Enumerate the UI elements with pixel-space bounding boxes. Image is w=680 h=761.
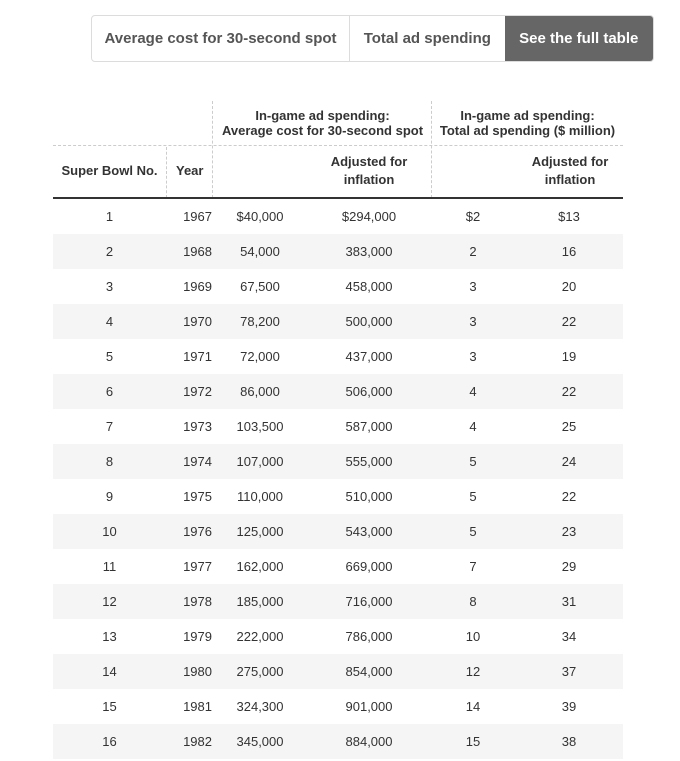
cell-total-spending-adjusted: 20: [561, 279, 577, 294]
divider: [53, 145, 623, 146]
cell-super-bowl-no: 6: [105, 384, 114, 399]
cell-year: 1976: [183, 524, 212, 539]
cell-average-cost: 54,000: [240, 244, 280, 259]
cell-super-bowl-no: 7: [105, 419, 114, 434]
table-row: [53, 304, 623, 339]
cell-average-cost-adjusted: 500,000: [345, 314, 393, 329]
cell-total-spending-adjusted: 24: [561, 454, 577, 469]
tab-average-cost[interactable]: Average cost for 30-second spot: [92, 16, 350, 61]
cell-average-cost: 110,000: [236, 489, 284, 504]
cell-average-cost-adjusted: $294,000: [341, 209, 397, 224]
group-header-line: Average cost for 30-second spot: [221, 123, 424, 138]
column-header-total-adjusted: [520, 153, 620, 189]
cell-total-spending: 2: [469, 244, 477, 259]
cell-total-spending-adjusted: 19: [561, 349, 577, 364]
table-row: [53, 654, 623, 689]
cell-total-spending: 8: [469, 594, 477, 609]
cell-total-spending-adjusted: 16: [561, 244, 577, 259]
cell-year: 1975: [183, 489, 212, 504]
cell-total-spending: 4: [469, 384, 477, 399]
cell-average-cost-adjusted: 458,000: [345, 279, 393, 294]
cell-year: 1970: [183, 314, 212, 329]
cell-super-bowl-no: 9: [105, 489, 114, 504]
cell-year: 1982: [183, 734, 212, 749]
table-row: [53, 514, 623, 549]
cell-total-spending-adjusted: 25: [561, 419, 577, 434]
cell-total-spending-adjusted: 22: [561, 489, 577, 504]
tab-total-ad-spending[interactable]: Total ad spending: [363, 30, 491, 47]
cell-average-cost: 222,000: [236, 629, 284, 644]
cell-average-cost-adjusted: 901,000: [345, 699, 393, 714]
group-header-line: Total ad spending ($ million): [439, 123, 616, 138]
cell-super-bowl-no: 12: [102, 594, 117, 609]
cell-average-cost-adjusted: 510,000: [345, 489, 393, 504]
cell-super-bowl-no: 2: [105, 244, 114, 259]
cell-average-cost-adjusted: 437,000: [345, 349, 393, 364]
cell-year: 1973: [183, 419, 212, 434]
cell-year: 1974: [183, 454, 212, 469]
cell-total-spending-adjusted: 37: [561, 664, 577, 679]
cell-total-spending-adjusted: 31: [561, 594, 577, 609]
cell-total-spending: 4: [469, 419, 477, 434]
column-header-super-bowl-no: Super Bowl No.: [61, 163, 158, 178]
group-header-total-spending: [432, 108, 623, 138]
cell-total-spending: 12: [465, 664, 481, 679]
cell-year: 1967: [183, 209, 212, 224]
cell-average-cost-adjusted: 854,000: [345, 664, 393, 679]
cell-average-cost: 107,000: [236, 454, 284, 469]
cell-average-cost: 185,000: [236, 594, 284, 609]
table-row: [53, 549, 623, 584]
cell-total-spending: 10: [465, 629, 481, 644]
cell-total-spending: 5: [469, 454, 477, 469]
cell-super-bowl-no: 3: [105, 279, 114, 294]
cell-average-cost-adjusted: 587,000: [345, 419, 393, 434]
table-row: [53, 374, 623, 409]
table-row: [53, 724, 623, 759]
cell-total-spending-adjusted: 22: [561, 384, 577, 399]
cell-total-spending: $2: [465, 209, 481, 224]
column-header-line: Adjusted for: [531, 154, 609, 169]
table-row: [53, 619, 623, 654]
cell-super-bowl-no: 15: [102, 699, 117, 714]
cell-average-cost: $40,000: [236, 209, 284, 224]
cell-average-cost-adjusted: 506,000: [345, 384, 393, 399]
cell-average-cost-adjusted: 884,000: [345, 734, 393, 749]
cell-average-cost-adjusted: 716,000: [345, 594, 393, 609]
cell-total-spending-adjusted: 23: [561, 524, 577, 539]
cell-total-spending: 5: [469, 489, 477, 504]
table-body: [53, 199, 623, 759]
column-header-line: inflation: [544, 172, 596, 187]
cell-average-cost: 345,000: [236, 734, 284, 749]
cell-total-spending: 3: [469, 279, 477, 294]
cell-super-bowl-no: 16: [102, 734, 117, 749]
cell-super-bowl-no: 14: [102, 664, 117, 679]
cell-super-bowl-no: 4: [105, 314, 114, 329]
cell-year: 1969: [183, 279, 212, 294]
cell-average-cost: 72,000: [240, 349, 280, 364]
cell-total-spending: 5: [469, 524, 477, 539]
cell-average-cost-adjusted: 555,000: [345, 454, 393, 469]
cell-year: 1981: [183, 699, 212, 714]
cell-year: 1968: [183, 244, 212, 259]
group-header-average-cost: [213, 108, 432, 138]
cell-super-bowl-no: 1: [105, 209, 114, 224]
cell-average-cost-adjusted: 383,000: [345, 244, 393, 259]
table-row: [53, 689, 623, 724]
column-header-line: Adjusted for: [330, 154, 408, 169]
cell-average-cost-adjusted: 543,000: [345, 524, 393, 539]
divider: [166, 147, 167, 198]
cell-total-spending-adjusted: $13: [558, 209, 580, 224]
cell-total-spending-adjusted: 39: [561, 699, 577, 714]
cell-total-spending: 3: [469, 349, 477, 364]
cell-total-spending-adjusted: 34: [561, 629, 577, 644]
cell-total-spending-adjusted: 29: [561, 559, 577, 574]
tab-full-table[interactable]: See the full table: [505, 16, 653, 61]
cell-total-spending: 14: [465, 699, 481, 714]
table-row: [53, 339, 623, 374]
table-row: [53, 444, 623, 479]
cell-average-cost-adjusted: 669,000: [345, 559, 393, 574]
cell-year: 1979: [183, 629, 212, 644]
cell-total-spending: 7: [469, 559, 477, 574]
cell-super-bowl-no: 10: [102, 524, 117, 539]
cell-average-cost: 125,000: [236, 524, 284, 539]
cell-super-bowl-no: 13: [102, 629, 117, 644]
table-row: [53, 479, 623, 514]
cell-average-cost: 86,000: [240, 384, 280, 399]
view-tabs: [91, 15, 654, 62]
cell-average-cost: 324,300: [236, 699, 284, 714]
table-row: [53, 199, 623, 234]
cell-super-bowl-no: 5: [105, 349, 114, 364]
cell-total-spending: 3: [469, 314, 477, 329]
cell-year: 1971: [183, 349, 212, 364]
table-row: [53, 409, 623, 444]
cell-average-cost: 67,500: [240, 279, 280, 294]
cell-year: 1978: [183, 594, 212, 609]
column-header-line: inflation: [343, 172, 395, 187]
column-header-avg-adjusted: [310, 153, 428, 189]
column-header-year: Year: [176, 163, 204, 178]
cell-total-spending: 15: [465, 734, 481, 749]
cell-total-spending-adjusted: 38: [561, 734, 577, 749]
table-row: [53, 584, 623, 619]
group-header-line: In-game ad spending:: [460, 108, 595, 123]
cell-year: 1980: [183, 664, 212, 679]
cell-average-cost: 275,000: [236, 664, 284, 679]
cell-super-bowl-no: 8: [105, 454, 114, 469]
group-header-line: In-game ad spending:: [255, 108, 390, 123]
cell-total-spending-adjusted: 22: [561, 314, 577, 329]
cell-average-cost: 103,500: [236, 419, 284, 434]
cell-year: 1977: [183, 559, 212, 574]
table-row: [53, 234, 623, 269]
cell-average-cost: 162,000: [236, 559, 284, 574]
cell-average-cost-adjusted: 786,000: [345, 629, 393, 644]
table-row: [53, 269, 623, 304]
cell-average-cost: 78,200: [240, 314, 280, 329]
cell-year: 1972: [183, 384, 212, 399]
cell-super-bowl-no: 11: [102, 559, 117, 574]
